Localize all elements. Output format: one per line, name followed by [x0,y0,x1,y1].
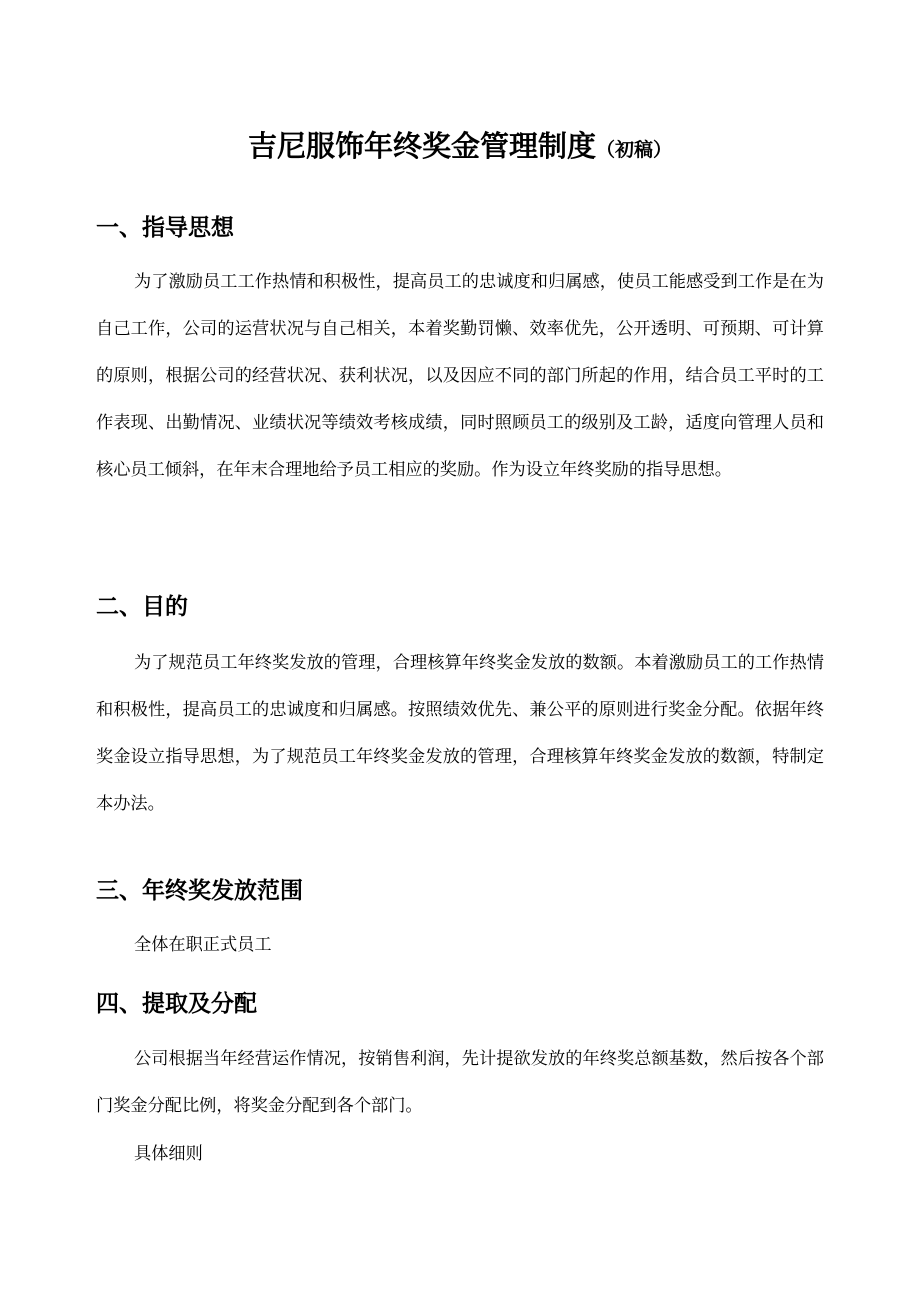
section-paragraph: 为了规范员工年终奖发放的管理，合理核算年终奖金发放的数额。本着激励员工的工作热情和积极性，提高员工的忠诚度和归属感。按照绩效优先、兼公平的原则进行奖金分配。依据年终奖金设立指导思想，为了规范员工年终奖金发放的管理，合理核算年终奖金发放的数额，特制定本办法。 [96,653,824,814]
section-heading-scope: 三、年终奖发放范围 [96,878,303,904]
section-paragraph: 为了激励员工工作热情和积极性，提高员工的忠诚度和归属感，使员工能感受到工作是在为自己工作，公司的运营状况与自己相关，本着奖勤罚懒、效率优先，公开透明、可预期、可计算的原则，根据公司的经营状况、获利状况，以及因应不同的部门所起的作用，结合员工平时的工作表现、出勤情况、业绩状况等绩效考核成绩，同时照顾员工的级别及工龄，适度向管理人员和核心员工倾斜，在年末合理地给予员工相应的奖励。作为设立年终奖励的指导思想。 [96,272,824,480]
section-paragraph: 全体在职正式员工 [134,935,272,955]
document-title [0,124,920,172]
section-heading-guiding-thought: 一、指导思想 [96,215,234,241]
section-heading-purpose: 二、目的 [96,594,188,620]
title-text: 吉尼服饰年终奖金管理制度 [247,129,596,163]
section-heading-allocation: 四、提取及分配 [96,991,257,1017]
section-paragraph: 公司根据当年经营运作情况，按销售利润，先计提欲发放的年终奖总额基数，然后按各个部门奖金分配比例，将奖金分配到各个部门。 [96,1049,824,1116]
section-paragraph: 具体细则 [134,1144,203,1164]
title-suffix: （初稿） [596,139,673,161]
